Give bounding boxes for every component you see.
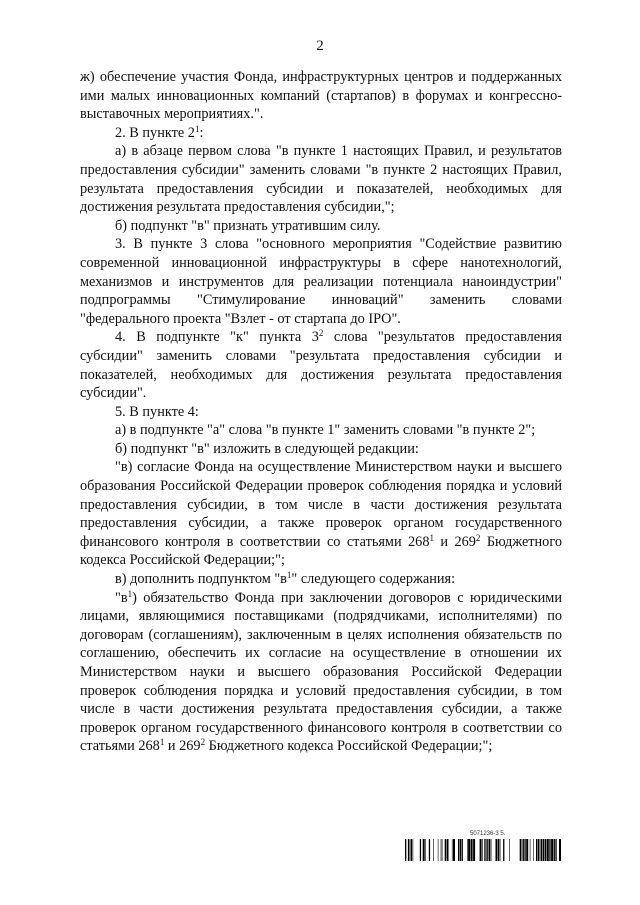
barcode-bar (545, 839, 546, 861)
superscript: 1 (194, 123, 200, 134)
paragraph-text: а) в абзаце первом слова "в пункте 1 настоящих Правил, и результатов предоставления субсидии" заменить словами "в пункте 2 настоящих Правил, результата предоставления субсидии и показателей, необходимых для достижения результата предоставления субсидии,"; (80, 143, 562, 216)
barcode-bar (411, 839, 412, 861)
paragraph-text: ж) обеспечение участия Фонда, инфраструктурных центров и поддержанных ими малых инновационных компаний (стартапов) в форумах и конгрессно-выставочных мероприятиях.". (80, 69, 562, 123)
paragraph-text: 5. В пункте 4: (115, 403, 199, 420)
barcode-bar (530, 839, 531, 861)
barcode-bar (460, 839, 461, 861)
paragraph-text: ) обязательство Фонда при заключении договоров с юридическими лицами, являющимися поставщиками (подрядчиками, исполнителями) по договорам (соглашениям), заключенным в целях исполнения обязательств по соглашению, обеспечить их согласие на осуществление в отношении их Министерством науки и высшего образования Российской Федерации проверок соблюдения порядка и условий предоставления субсидии, в том числе в части достижения результата предоставления субсидии, а также проверок органом государственного финансового контроля в соответствии со статьями 268 (80, 589, 562, 755)
page-number: 2 (316, 38, 324, 54)
barcode-bar (468, 839, 470, 861)
paragraph (80, 142, 562, 216)
paragraph (80, 235, 562, 328)
barcode-bar (503, 839, 504, 861)
barcode-bar (486, 839, 487, 861)
barcode-bar (423, 839, 425, 861)
barcode-bar (482, 839, 483, 861)
barcode-bar (526, 839, 528, 861)
paragraph-text: и 269 (164, 738, 201, 755)
paragraph (80, 458, 562, 570)
superscript: 2 (200, 737, 206, 748)
barcode-bar (433, 839, 434, 861)
superscript: 2 (318, 328, 324, 339)
document-body (80, 68, 562, 756)
barcode-bar (551, 839, 553, 861)
barcode-bar (549, 839, 550, 861)
barcode-bar (480, 839, 482, 861)
barcode-bar (555, 839, 556, 861)
paragraph (80, 570, 562, 589)
barcode-bar (540, 839, 541, 861)
barcode-bar (484, 839, 485, 861)
paragraph-text: : (199, 124, 204, 141)
paragraph (80, 440, 562, 459)
paragraph (80, 328, 562, 402)
paragraph-text: б) подпункт "в" признать утратившим силу. (115, 217, 381, 234)
barcode-bar (541, 839, 542, 861)
paragraph (80, 124, 562, 143)
barcode-bar (425, 839, 426, 861)
barcode-bar (543, 839, 545, 861)
barcode-bar (447, 839, 449, 861)
barcode-bar (442, 839, 443, 861)
barcode-bar (413, 839, 414, 861)
paragraph-text: Бюджетного кодекса Российской Федерации;"; (80, 533, 562, 569)
barcode-bar (522, 839, 523, 861)
paragraph-text: "в) согласие Фонда на осуществление Министерством науки и высшего образования Российской Федерации проверок соблюдения порядка и условий предоставления субсидии, в том числе в части достижения результата предоставления субсидии, а также проверок органом государственного финансового контроля в соответствии со статьями 268 (80, 459, 562, 550)
barcode-bar (453, 839, 455, 861)
paragraph-text: и 269 (433, 533, 476, 550)
paragraph-text: б) подпункт "в" изложить в следующей редакции: (115, 440, 419, 457)
paragraph (80, 217, 562, 236)
barcode-bar (441, 839, 442, 861)
barcode-bar (487, 839, 488, 861)
paragraph (80, 403, 562, 422)
paragraph-text: в) дополнить подпунктом "в (115, 571, 287, 588)
barcode-bar (405, 839, 406, 861)
paragraph-text: а) в подпункте "а" слова "в пункте 1" заменить словами "в пункте 2"; (115, 422, 536, 439)
barcode-bar (559, 839, 561, 861)
paragraph (80, 68, 562, 124)
barcode-bar (473, 839, 475, 861)
barcode-bar (523, 839, 524, 861)
barcode-bar (491, 839, 492, 861)
paragraph-text: 4. В подпункте "к" пункта 3 (115, 329, 319, 346)
paragraph-text: 2. В пункте 2 (115, 124, 195, 141)
superscript: 1 (429, 532, 434, 543)
barcode-bar (520, 839, 521, 861)
barcode-bar (524, 839, 525, 861)
barcode-bar (500, 839, 501, 861)
paragraph (80, 589, 562, 756)
barcode-bar (533, 839, 534, 861)
paragraph-text: "в (115, 589, 128, 606)
barcode-bar (538, 839, 539, 861)
barcode-bar (536, 839, 537, 861)
superscript: 2 (475, 532, 481, 543)
barcode-bar (554, 839, 555, 861)
superscript: 1 (127, 588, 133, 599)
barcode-bar (410, 839, 411, 861)
superscript: 1 (159, 737, 165, 748)
paragraph-text: " следующего содержания: (291, 571, 456, 588)
barcode-bar (452, 839, 453, 861)
document-code: 5071236-3 5. (470, 831, 506, 837)
barcode-bar (509, 839, 510, 861)
barcode-bar (496, 839, 498, 861)
barcode-bar (429, 839, 430, 861)
paragraph-text: слова "результатов предоставления субсидии" заменить словами "результата предоставления субсидии и показателей, необходимых для достижения результата предоставления субсидии". (80, 329, 562, 402)
barcode-bar (462, 839, 463, 861)
barcode-bar (445, 839, 446, 861)
barcode-bar (489, 839, 490, 861)
barcode-bar (458, 839, 459, 861)
barcode-bar (438, 839, 439, 861)
barcode-bar (408, 839, 409, 861)
paragraph-text: Бюджетного кодекса Российской Федерации;"; (205, 738, 493, 755)
superscript: 1 (286, 570, 292, 581)
barcode-icon (405, 839, 563, 861)
barcode-bar (420, 839, 421, 861)
paragraph (80, 421, 562, 440)
barcode-bar (547, 839, 549, 861)
barcode-bar (467, 839, 468, 861)
barcode-bar (471, 839, 473, 861)
paragraph-text: 3. В пункте 3 слова "основного мероприятия "Содействие развитию современной инновационной инфраструктуры в сфере нанотехнологий, механизмов и инструментов для реализации потенциала наноиндустрии" подпрограммы "Стимулирование инноваций" заменить словами "федерального проекта "Взлет - от стартапа до IPO". (80, 236, 562, 327)
barcode-bar (498, 839, 499, 861)
